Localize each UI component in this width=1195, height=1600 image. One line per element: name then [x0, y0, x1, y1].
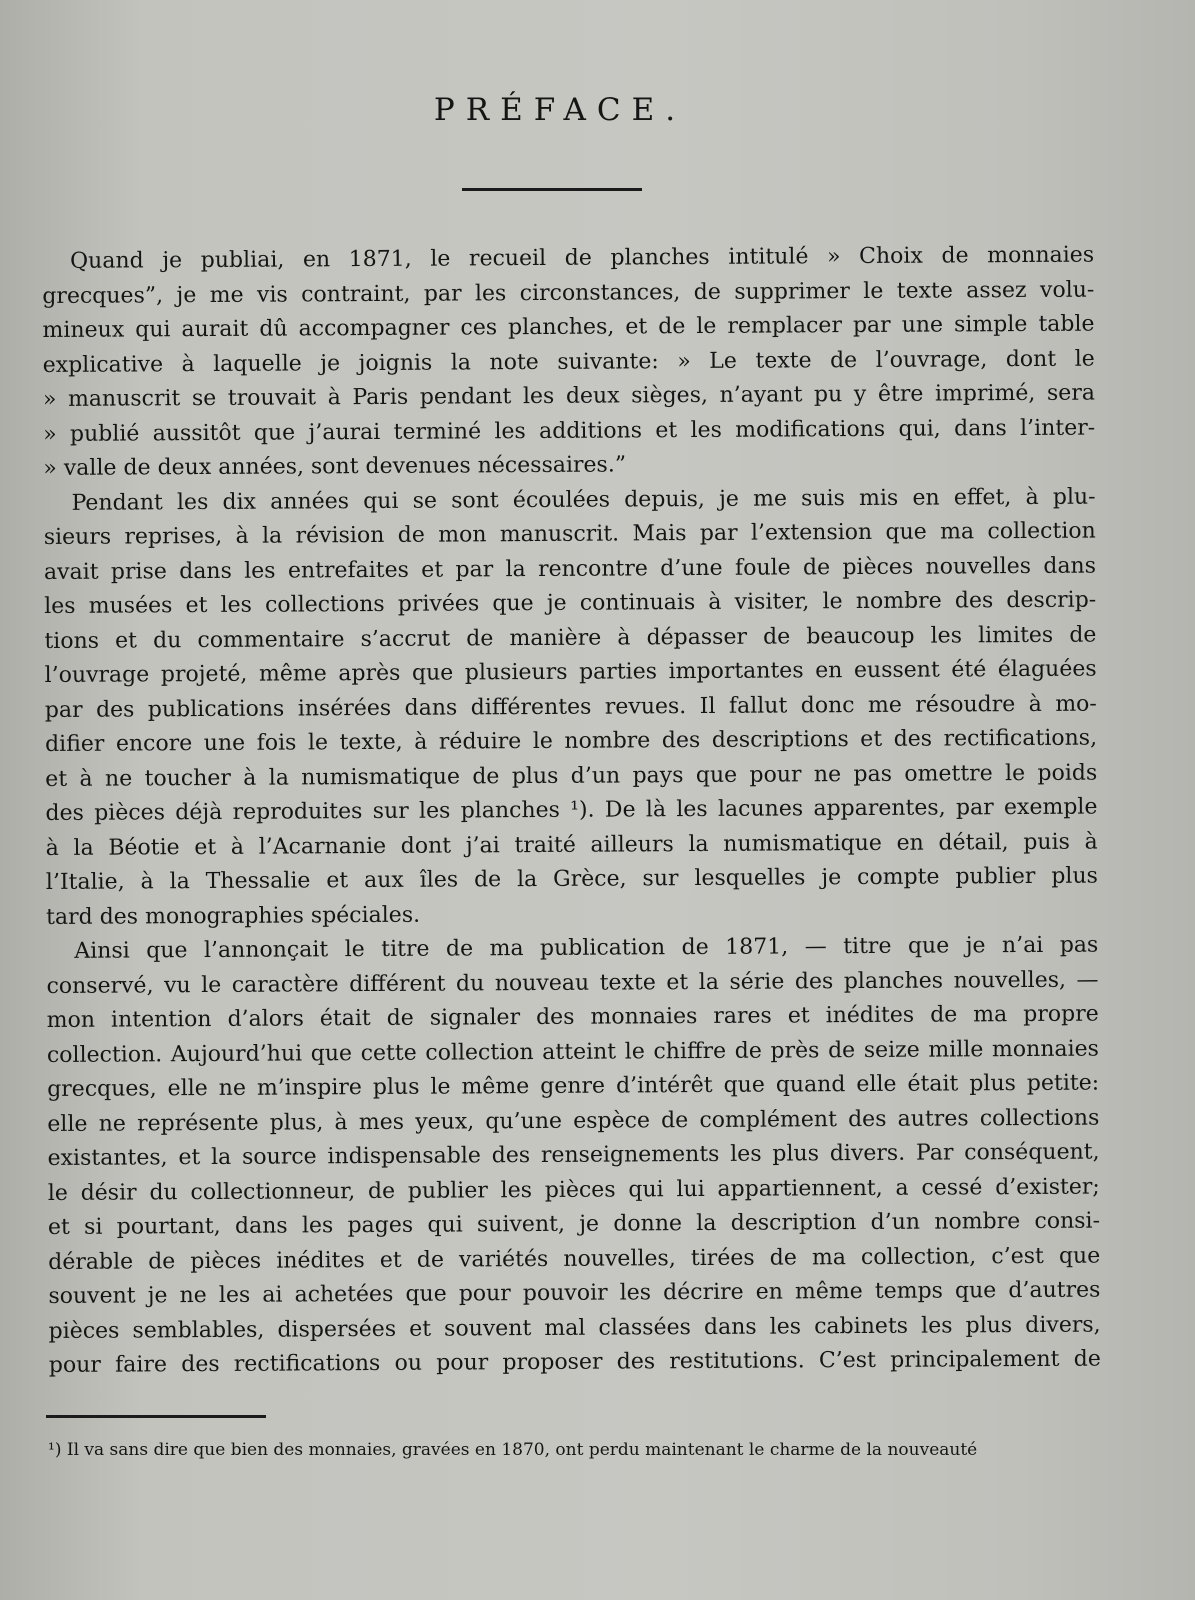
text-line: mineux qui aurait dû accompagner ces planches, et de le remplacer par une simple table [42, 311, 1095, 343]
text-line: difier encore une fois le texte, à réduire le nombre des descriptions et des rectifications, [44, 725, 1098, 757]
footnote: ¹) Il va sans dire que bien des monnaies, gravées en 1870, ont perdu maintenant le charme de la nouveauté [48, 1440, 978, 1460]
text-line: l’ouvrage projeté, même après que plusieurs parties importantes en eussent été élaguées [44, 656, 1097, 688]
text-line: mon intention d’alors était de signaler des monnaies rares et inédites de ma propre [46, 1001, 1099, 1033]
body-text [42, 239, 1101, 1384]
paragraph-1 [42, 239, 1095, 487]
paragraph-2 [43, 480, 1098, 935]
text-line: sieurs reprises, à la révision de mon manuscrit. Mais par l’extension que ma collection [43, 518, 1096, 550]
text-line: collection. Aujourd’hui que cette collection atteint le chiffre de près de seize mille monnaies [46, 1036, 1100, 1068]
text-line: Pendant les dix années qui se sont écoulées depuis, je me suis mis en effet, à plu- [71, 484, 1096, 516]
text-line: conservé, vu le caractère différent du nouveau texte et la série des planches nouvelles, — [46, 967, 1099, 999]
text-line: souvent je ne les ai achetées que pour pouvoir les décrire en même temps que d’autres [48, 1277, 1101, 1309]
text-line: par des publications insérées dans différentes revues. Il fallut donc me résoudre à mo- [44, 691, 1097, 723]
page-title: PRÉFACE. [433, 92, 687, 128]
text-line: pour faire des rectifications ou pour proposer des restitutions. C’est principalement de [48, 1346, 1101, 1378]
text-line: l’Italie, à la Thessalie et aux îles de la Grèce, sur lesquelles je compte publier plus [45, 863, 1098, 895]
text-line: grecques, elle ne m’inspire plus le même genre d’intérêt que quand elle était plus petite: [47, 1070, 1100, 1102]
text-line: et à ne toucher à la numismatique de plus d’un pays que pour ne pas omettre le poids [45, 760, 1098, 792]
text-line: tard des monographies spéciales. [46, 902, 421, 930]
text-line: des pièces déjà reproduites sur les planches ¹). De là les lacunes apparentes, par exemple [45, 794, 1098, 826]
title-rule [462, 188, 642, 191]
text-line: » valle de deux années, sont devenues nécessaires.” [43, 452, 627, 481]
text-line: » manuscrit se trouvait à Paris pendant les deux sièges, n’ayant pu y être imprimé, sera [42, 380, 1096, 412]
text-line: tions et du commentaire s’accrut de manière à dépasser de beaucoup les limites de [44, 622, 1097, 654]
text-line: et si pourtant, dans les pages qui suivent, je donne la description d’un nombre consi- [47, 1208, 1101, 1240]
paragraph-3 [46, 929, 1101, 1384]
text-line: explicative à laquelle je joignis la note suivante: » Le texte de l’ouvrage, dont le [42, 346, 1095, 378]
text-line: pièces semblables, dispersées et souvent mal classées dans les cabinets les plus divers, [48, 1312, 1101, 1344]
text-line: Ainsi que l’annonçait le titre de ma publication de 1871, — titre que je n’ai pas [74, 932, 1099, 964]
text-line: existantes, et la source indispensable des renseignements les plus divers. Par conséquent, [47, 1139, 1100, 1171]
footnote-rule [46, 1415, 266, 1418]
text-line: avait prise dans les entrefaites et par la rencontre d’une foule de pièces nouvelles dans [43, 553, 1097, 585]
text-line: les musées et les collections privées que je continuais à visiter, le nombre des descrip- [44, 587, 1097, 619]
text-line: dérable de pièces inédites et de variétés nouvelles, tirées de ma collection, c’est que [48, 1243, 1101, 1275]
text-line: » publié aussitôt que j’aurai terminé les additions et les modifications qui, dans l’inter- [43, 415, 1096, 447]
text-line: à la Béotie et à l’Acarnanie dont j’ai traité ailleurs la numismatique en détail, puis à [45, 829, 1098, 861]
text-line: grecques”, je me vis contraint, par les circonstances, de supprimer le texte assez volu- [42, 277, 1095, 309]
text-line: Quand je publiai, en 1871, le recueil de planches intitulé » Choix de monnaies [70, 242, 1095, 274]
text-line: le désir du collectionneur, de publier les pièces qui lui appartiennent, a cessé d’exister; [47, 1174, 1100, 1206]
text-line: elle ne représente plus, à mes yeux, qu’une espèce de complément des autres collections [47, 1105, 1100, 1137]
